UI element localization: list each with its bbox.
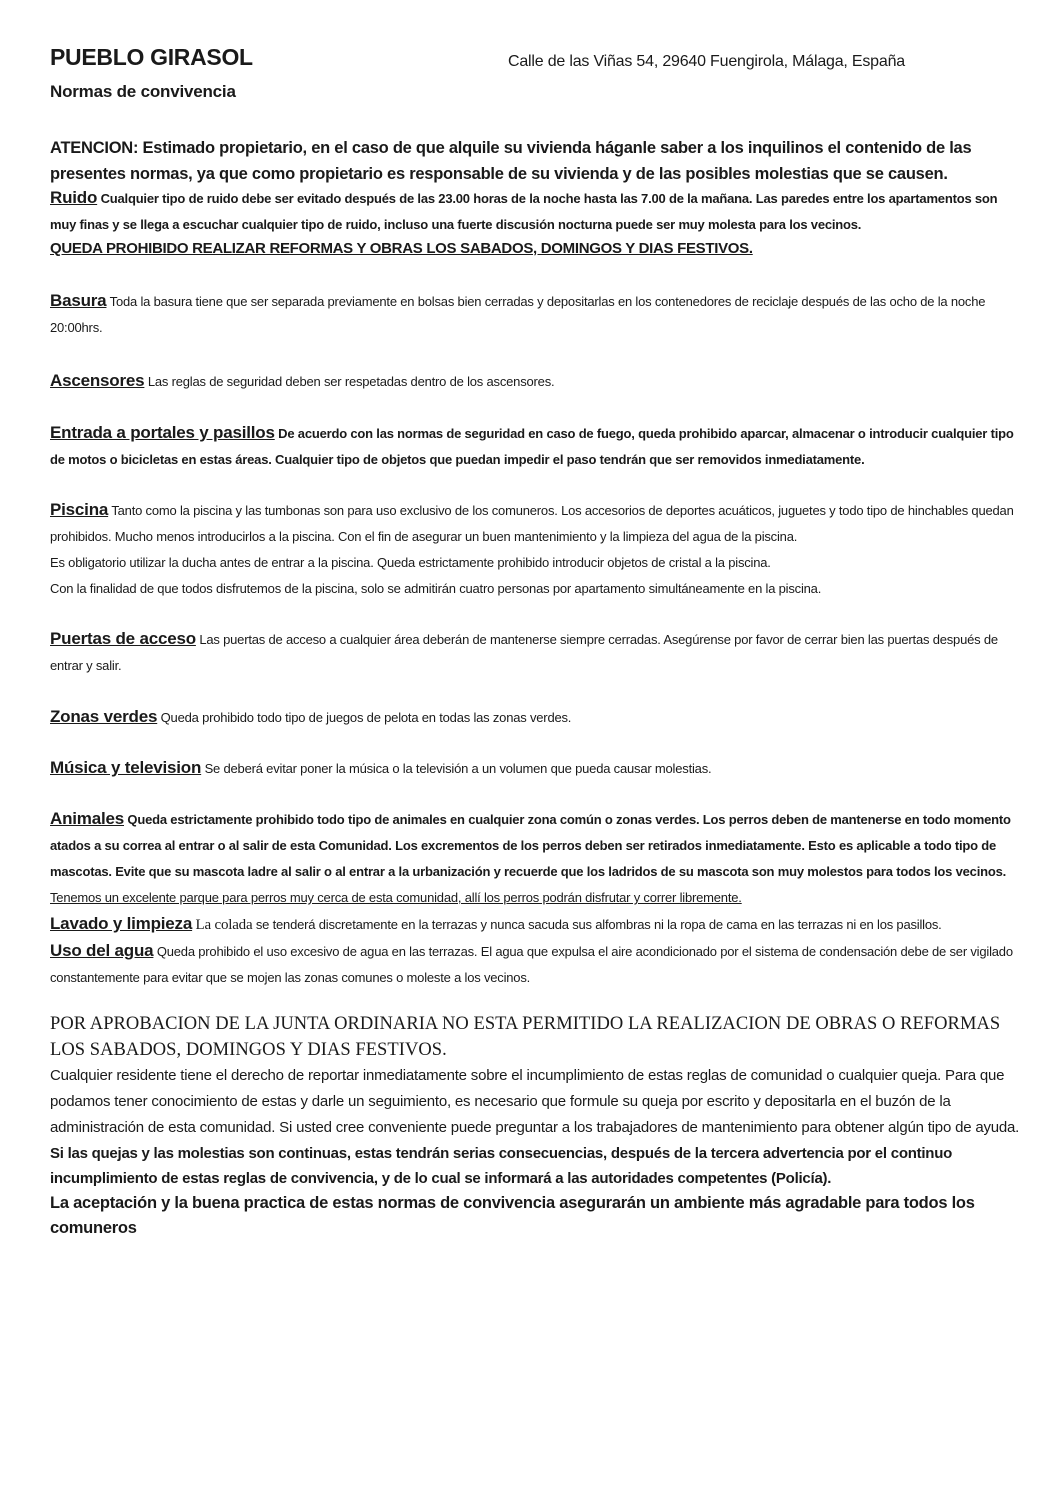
section-entrada bbox=[50, 420, 1025, 473]
section-heading: Zonas verdes bbox=[50, 707, 158, 726]
section-heading: Basura bbox=[50, 291, 107, 310]
section-text: Las puertas de acceso a cualquier área deberán de mantenerse siempre cerradas. Asegúrense por favor de cerrar bien las puertas después de entrar y salir. bbox=[50, 632, 998, 673]
document-subtitle: Normas de convivencia bbox=[50, 82, 236, 101]
section-basura bbox=[50, 288, 1025, 341]
section-lavado bbox=[50, 911, 1025, 938]
section-text: Queda prohibido el uso excesivo de agua en las terrazas. El agua que expulsa el aire acondicionado por el sistema de condensación debe de ser vigilado constantemente para evitar que se mojen las zonas comunes o moleste a los vecinos. bbox=[50, 944, 1013, 985]
section-musica bbox=[50, 755, 1025, 782]
section-heading: Lavado y limpieza bbox=[50, 914, 193, 933]
section-zonas bbox=[50, 704, 1025, 731]
section-text: Cualquier tipo de ruido debe ser evitado después de las 23.00 horas de la noche hasta las 7.00 de la mañana. Las paredes entre los apartamentos son muy finas y se llega a escuchar cualquier tipo de ruido, incluso una fuerte discusión nocturna puede ser muy molesta para los vecinos. bbox=[50, 191, 998, 232]
document-header bbox=[50, 44, 1025, 78]
consequences-paragraph: Si las quejas y las molestias son continuas, estas tendrán serias consecuencias, después de la tercera advertencia por el continuo incumplimiento de estas reglas de convivencia, y de lo cual se informará a las autoridades competentes (Policía). bbox=[50, 1145, 953, 1187]
section-heading: Ruido bbox=[50, 188, 98, 207]
section-heading: Animales bbox=[50, 809, 124, 828]
section-text: Tanto como la piscina y las tumbonas son para uso exclusivo de los comuneros. Los accesorios de deportes acuáticos, juguetes y todo tipo de hinchables quedan prohibidos. Mucho menos introducirlos a la piscina. Con el fin de asegurar un buen mantenimiento y la limpieza del agua de la piscina. bbox=[50, 503, 1014, 544]
community-title: PUEBLO GIRASOL bbox=[50, 44, 253, 70]
section-text: Queda estrictamente prohibido todo tipo de animales en cualquier zona común o zonas verdes. Los perros deben de mantenerse en todo momento atados a su correa al entrar o al salir de esta Comunidad. Los excrementos de los perros deben ser retirados inmediatamente. Esto es aplicable a todo tipo de mascotas. Evite que su mascota ladre al salir o al entrar a la urbanización y recuerde que los ladridos de su mascota son muy molestos para todos los vecinos. bbox=[50, 812, 1011, 879]
section-text: Las reglas de seguridad deben ser respetadas dentro de los ascensores. bbox=[147, 374, 555, 389]
section-heading: Música y television bbox=[50, 758, 202, 777]
section-text: Es obligatorio utilizar la ducha antes de entrar a la piscina. Queda estrictamente prohibido introducir objetos de cristal a la piscina. bbox=[50, 555, 771, 570]
section-text: Con la finalidad de que todos disfrutemos de la piscina, solo se admitirán cuatro personas por apartamento simultáneamente en la piscina. bbox=[50, 581, 822, 596]
section-heading: Entrada a portales y pasillos bbox=[50, 423, 275, 442]
attention-notice: ATENCION: Estimado propietario, en el caso de que alquile su vivienda háganle saber a los inquilinos el contenido de las presentes normas, ya que como propietario es responsable de su vivienda y de las posibles molestias que se causen. bbox=[50, 139, 972, 183]
section-text: De acuerdo con las normas de seguridad en caso de fuego, queda prohibido aparcar, almacenar o introducir cualquier tipo de motos o bicicletas en estas áreas. Cualquier tipo de objetos que puedan impedir el paso tendrán que ser removidos inmediatamente. bbox=[50, 426, 1014, 467]
section-heading: Ascensores bbox=[50, 371, 145, 390]
section-puertas bbox=[50, 626, 1025, 679]
section-heading: Piscina bbox=[50, 500, 109, 519]
junta-notice: POR APROBACION DE LA JUNTA ORDINARIA NO ESTA PERMITIDO LA REALIZACION DE OBRAS O REFORMAS LOS SABADOS, DOMINGOS Y DIAS FESTIVOS. bbox=[50, 1014, 1001, 1060]
section-ascensores bbox=[50, 368, 1025, 395]
section-heading: Puertas de acceso bbox=[50, 629, 196, 648]
section-heading: Uso del agua bbox=[50, 941, 154, 960]
section-text: Toda la basura tiene que ser separada previamente en bolsas bien cerradas y depositarlas en los contenedores de reciclaje después de las ocho de la noche 20:00hrs. bbox=[50, 294, 986, 335]
section-text: Se deberá evitar poner la música o la televisión a un volumen que pueda causar molestias. bbox=[204, 761, 712, 776]
document-page bbox=[50, 44, 1025, 1241]
section-piscina bbox=[50, 497, 1025, 602]
report-paragraph: Cualquier residente tiene el derecho de reportar inmediatamente sobre el incumplimiento de estas reglas de comunidad o cualquier queja. Para que podamos tener conocimiento de estas y darle un seguimiento, es necesario que formule su queja por escrito y depositarla en el buzón de la administración de esta comunidad. Si usted cree conveniente puede preguntar a los trabajadores de mantenimiento para obtener algún tipo de ayuda. bbox=[50, 1067, 1020, 1136]
section-animales bbox=[50, 806, 1025, 911]
closing-paragraph: La aceptación y la buena practica de estas normas de convivencia asegurarán un ambiente más agradable para todos los comuneros bbox=[50, 1194, 975, 1237]
dog-park-note: Tenemos un excelente parque para perros muy cerca de esta comunidad, allí los perros podrán disfrutar y correr libremente. bbox=[50, 890, 742, 905]
community-address: Calle de las Viñas 54, 29640 Fuengirola, Málaga, España bbox=[508, 53, 905, 70]
section-text: Queda prohibido todo tipo de juegos de pelota en todas las zonas verdes. bbox=[160, 710, 572, 725]
section-ruido bbox=[50, 185, 1025, 238]
reform-warning: QUEDA PROHIBIDO REALIZAR REFORMAS Y OBRAS LOS SABADOS, DOMINGOS Y DIAS FESTIVOS. bbox=[50, 240, 753, 257]
section-text: se tenderá discretamente en la terrazas y nunca sacuda sus alfombras ni la ropa de cama en las terrazas ni en los pasillos. bbox=[255, 917, 942, 932]
section-agua bbox=[50, 938, 1025, 991]
section-text-serif: La colada bbox=[195, 917, 253, 933]
